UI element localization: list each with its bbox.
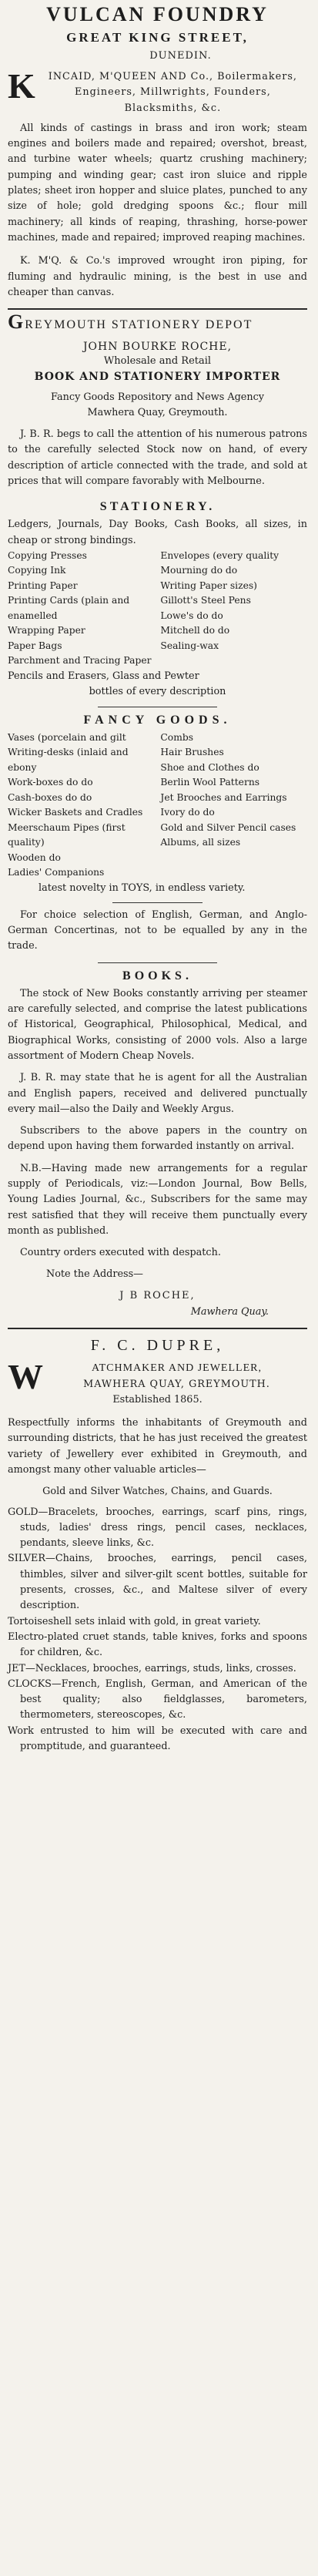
- fancy-item: Shoe and Clothes do: [160, 761, 259, 773]
- fancy-item: Albums, all sizes: [160, 837, 241, 848]
- vulcan-city: DUNEDIN.: [149, 50, 212, 62]
- dupre-dropcap: W: [8, 1357, 43, 1397]
- fancy-item: Ivory do do: [160, 807, 215, 818]
- vulcan-dropcap: K: [8, 66, 35, 106]
- stationery-section-lead: Ledgers, Journals, Day Books, Cash Books, all sizes, in cheap or strong bindings.: [8, 519, 307, 546]
- stationery-item: Gillott's Steel Pens: [160, 595, 251, 606]
- fancy-items-right: [160, 730, 307, 881]
- stationery-item: Envelopes (every quality: [160, 549, 280, 561]
- books-para-agent: J. B. R. may state that he is agent for all the Australian and English papers, received and delivered punctually every mail—also the Daily and Weekly Argus.: [8, 1072, 307, 1115]
- stationery-heading: [8, 313, 307, 334]
- stationery-item: Parchment and Tracing Paper: [8, 655, 152, 667]
- stationery-section-title: STATIONERY.: [99, 500, 216, 514]
- books-para-subscribers: Subscribers to the above papers in the country on depend upon having them forwarded instantly on arrival.: [8, 1125, 307, 1153]
- divider-fancy: [112, 902, 203, 903]
- dupre-intro: Respectfully informs the inhabitants of Greymouth and surrounding districts, that he has just received the greatest variety of Jewellery ever exhibited in Greymouth, and amongst many other valuable articles—: [8, 1417, 307, 1476]
- stationery-items-left: [8, 549, 155, 669]
- vulcan-title: VULCAN FOUNDRY: [46, 3, 269, 25]
- stationery-items: [8, 549, 307, 669]
- books-sign-name: J B ROCHE,: [119, 1289, 196, 1301]
- books-section: [8, 963, 307, 1320]
- fancy-item: Gold and Silver Pencil cases: [160, 821, 296, 833]
- stationery-item: Printing Cards (plain and enamelled: [8, 595, 130, 621]
- fancy-items: [8, 730, 307, 881]
- dupre-jet: JET—Necklaces, brooches, earrings, studs, links, crosses.: [8, 1662, 296, 1674]
- stationery-item: Paper Bags: [8, 640, 62, 651]
- dupre-established: Established 1865.: [112, 1394, 203, 1406]
- fancy-item: Ladies' Companions: [8, 867, 105, 878]
- stationery-item: Wrapping Paper: [8, 625, 85, 636]
- fancy-section-title: FANCY GOODS.: [83, 713, 232, 727]
- stationery-items-tail: bottles of every description: [89, 686, 226, 698]
- stationery-item: Copying Ink: [8, 565, 66, 576]
- stationery-items-right: [160, 549, 307, 669]
- fancy-item: Work-boxes do do: [8, 777, 93, 788]
- dupre-title: F. C. DUPRE,: [90, 1337, 225, 1355]
- dupre-closing: Work entrusted to him will be executed with care and promptitude, and guaranteed.: [8, 1725, 307, 1752]
- stationery-item: Mourning do do: [160, 565, 238, 576]
- dupre-address: MAWHERA QUAY, GREYMOUTH.: [83, 1379, 270, 1391]
- books-para-stock: The stock of New Books constantly arriving per steamer are carefully selected, and comprise the latest publications of Historical, Geographical, Philosophical, Medical, and Biographical Works, consisting of 2000 vols. Also a large assortment of Modern Cheap Novels.: [8, 987, 307, 1062]
- books-address-label: Note the Address—: [46, 1268, 143, 1281]
- vulcan-street: GREAT KING STREET,: [66, 30, 249, 45]
- vulcan-intro: INCAID, M'QUEEN AND Co., Boilermakers, Engineers, Millwrights, Founders, Blacksmiths, &c.: [48, 71, 297, 114]
- fancy-item: Hair Brushes: [160, 747, 224, 758]
- stationery-item: Printing Paper: [8, 579, 78, 591]
- dupre-silver: SILVER—Chains, brooches, earrings, pencil cases, thimbles, silver and silver-gilt scent bottles, suitable for presents, crosses, &c., and Maltese silver of every description.: [8, 1553, 307, 1612]
- fancy-item: Wicker Baskets and Cradles: [8, 807, 143, 818]
- stationery-item: Copying Presses: [8, 549, 87, 561]
- vulcan-para-castings: All kinds of castings in brass and iron work; steam engines and boilers made and repaired; overshot, breast, and turbine water wheels; quartz crushing machinery; pumping and winding gear; cast iron sluice and ripple plates; sheet iron hopper and sluice plates, punched to any size of hole; gold dredging spoons &c.; flour mill machinery; all kinds of reaping, thrashing, horse-power machines, made and repaired; improved reaping machines.: [8, 122, 307, 243]
- stationery-item: Sealing-wax: [160, 640, 219, 651]
- stationery-role: Wholesale and Retail: [103, 355, 212, 368]
- books-sign-place: Mawhera Quay.: [190, 1305, 269, 1318]
- fancy-tail: latest novelty in TOYS, in endless variety.: [38, 882, 246, 894]
- fancy-concertinas: For choice selection of English, German, and Anglo-German Concertinas, not to be equalled by any in the trade.: [8, 908, 307, 952]
- stationery-depot-2: Mawhera Quay, Greymouth.: [87, 407, 228, 419]
- fancy-item: Berlin Wool Patterns: [160, 777, 260, 788]
- stationery-item-pencils: Pencils and Erasers, Glass and Pewter: [8, 670, 199, 682]
- dupre-trade: ATCHMAKER AND JEWELLER,: [92, 1362, 262, 1375]
- stationery-ad: [8, 310, 307, 700]
- dupre-trade-block: [8, 1357, 307, 1408]
- stationery-item: Writing Paper sizes): [160, 579, 257, 591]
- stationery-item: Lowe's do do: [160, 610, 223, 621]
- fancy-item: Writing-desks (inlaid and ebony: [8, 747, 129, 773]
- vulcan-foundry-ad: [8, 0, 307, 301]
- stationery-owner: JOHN BOURKE ROCHE,: [82, 341, 233, 354]
- stationery-depot-1: Fancy Goods Repository and News Agency: [51, 391, 264, 404]
- fancy-items-left: [8, 730, 155, 881]
- dupre-electro: Electro-plated cruet stands, table knives, forks and spoons for children, &c.: [8, 1631, 307, 1659]
- fancy-item: Meerschaum Pipes (first quality): [8, 821, 126, 848]
- fancy-item: Cash-boxes do do: [8, 791, 92, 803]
- fancy-goods-section: [8, 707, 307, 955]
- fancy-item: Combs: [160, 731, 194, 743]
- stationery-heading-cap: G: [8, 311, 25, 334]
- books-para-country: Country orders executed with despatch.: [20, 1247, 221, 1259]
- dupre-ad: [8, 1329, 307, 1755]
- stationery-heading-text: REYMOUTH STATIONERY DEPOT: [25, 318, 253, 332]
- stationery-trade: BOOK AND STATIONERY IMPORTER: [34, 371, 281, 384]
- vulcan-intro-block: [8, 66, 307, 116]
- books-section-title: BOOKS.: [122, 969, 192, 982]
- vulcan-para-piping: K. M'Q. & Co.'s improved wrought iron piping, for fluming and hydraulic mining, is the best in use and cheaper than canvas.: [8, 255, 307, 298]
- dupre-watches: Gold and Silver Watches, Chains, and Guards.: [42, 1486, 273, 1498]
- books-para-nb: N.B.—Having made new arrangements for a regular supply of Periodicals, viz:—London Journal, Bow Bells, Young Ladies Journal, &c., Subscribers for the same may rest satisfied that they will receive them punctually every month as published.: [8, 1162, 307, 1237]
- dupre-tortoise: Tortoiseshell sets inlaid with gold, in great variety.: [8, 1615, 261, 1627]
- stationery-item: Mitchell do do: [160, 625, 230, 636]
- stationery-notice: J. B. R. begs to call the attention of his numerous patrons to the carefully selected Stock now on hand, of every description of article connected with the trade, and sold at prices that will compare favorably with Melbourne.: [8, 428, 307, 488]
- fancy-item: Jet Brooches and Earrings: [160, 791, 287, 803]
- fancy-item: Vases (porcelain and gilt: [8, 731, 126, 743]
- fancy-item: Wooden do: [8, 851, 61, 863]
- dupre-gold: GOLD—Bracelets, brooches, earrings, scarf pins, rings, studs, ladies' dress rings, pencil cases, necklaces, pendants, sleeve links, &c.: [8, 1506, 307, 1550]
- dupre-clocks: CLOCKS—French, English, German, and American of the best quality; also fieldglasses, barometers, thermometers, stereoscopes, &c.: [8, 1678, 307, 1721]
